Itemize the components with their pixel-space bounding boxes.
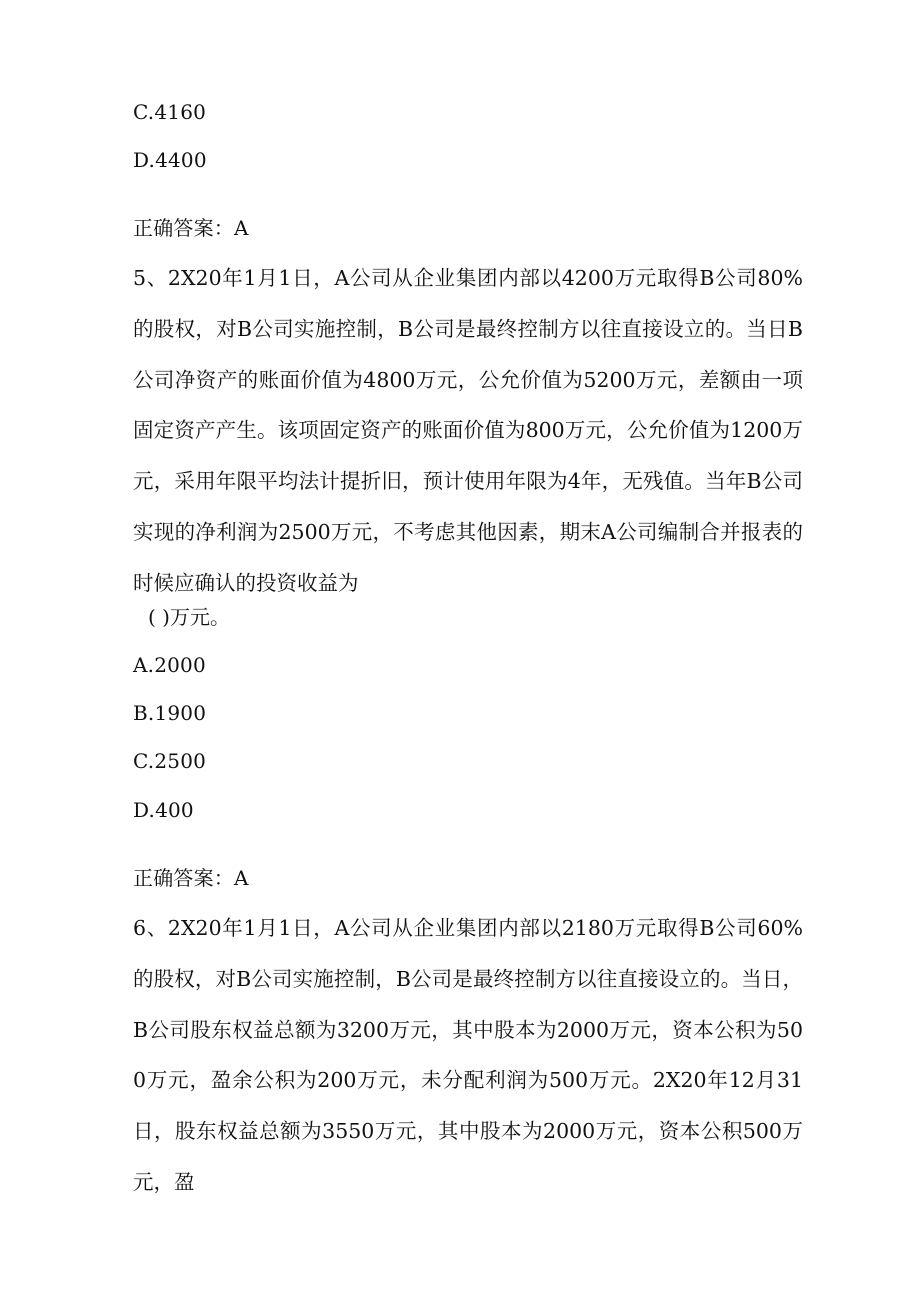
q4-option-c: C.4160 [133,100,207,124]
q5-answer: 正确答案：A [133,866,249,890]
q4-answer: 正确答案：A [133,216,249,240]
q5-option-c: C.2500 [133,749,207,773]
q5-option-b: B.1900 [133,701,207,725]
q4-option-d: D.4400 [133,148,207,172]
q5-option-d: D.400 [133,798,194,822]
q5-blank-line: ( )万元。 [148,605,230,629]
q5-question-text: 5、2X20年1月1日，A公司从企业集团内部以4200万元取得B公司80%的股权，对B公司实施控制，B公司是最终控制方以往直接设立的。当日B公司净资产的账面价值为4800万元，公允价值为5200万元，差额由一项固定资产产生。该项固定资产的账面价值为800万元，公允价值为1200万元，采用年限平均法计提折旧，预计使用年限为4年，无残值。当年B公司实现的净利润为2500万元，不考虑其他因素，期末A公司编制合并报表的时候应确认的投资收益为 [133,266,803,595]
q6-question-text: 6、2X20年1月1日，A公司从企业集团内部以2180万元取得B公司60%的股权，对B公司实施控制，B公司是最终控制方以往直接设立的。当日，B公司股东权益总额为3200万元，其中股本为2000万元，资本公积为500万元，盈余公积为200万元，未分配利润为500万元。2X20年12月31日，股东权益总额为3550万元，其中股本为2000万元，资本公积500万元，盈 [133,916,803,1194]
q5-option-a: A.2000 [133,653,206,677]
